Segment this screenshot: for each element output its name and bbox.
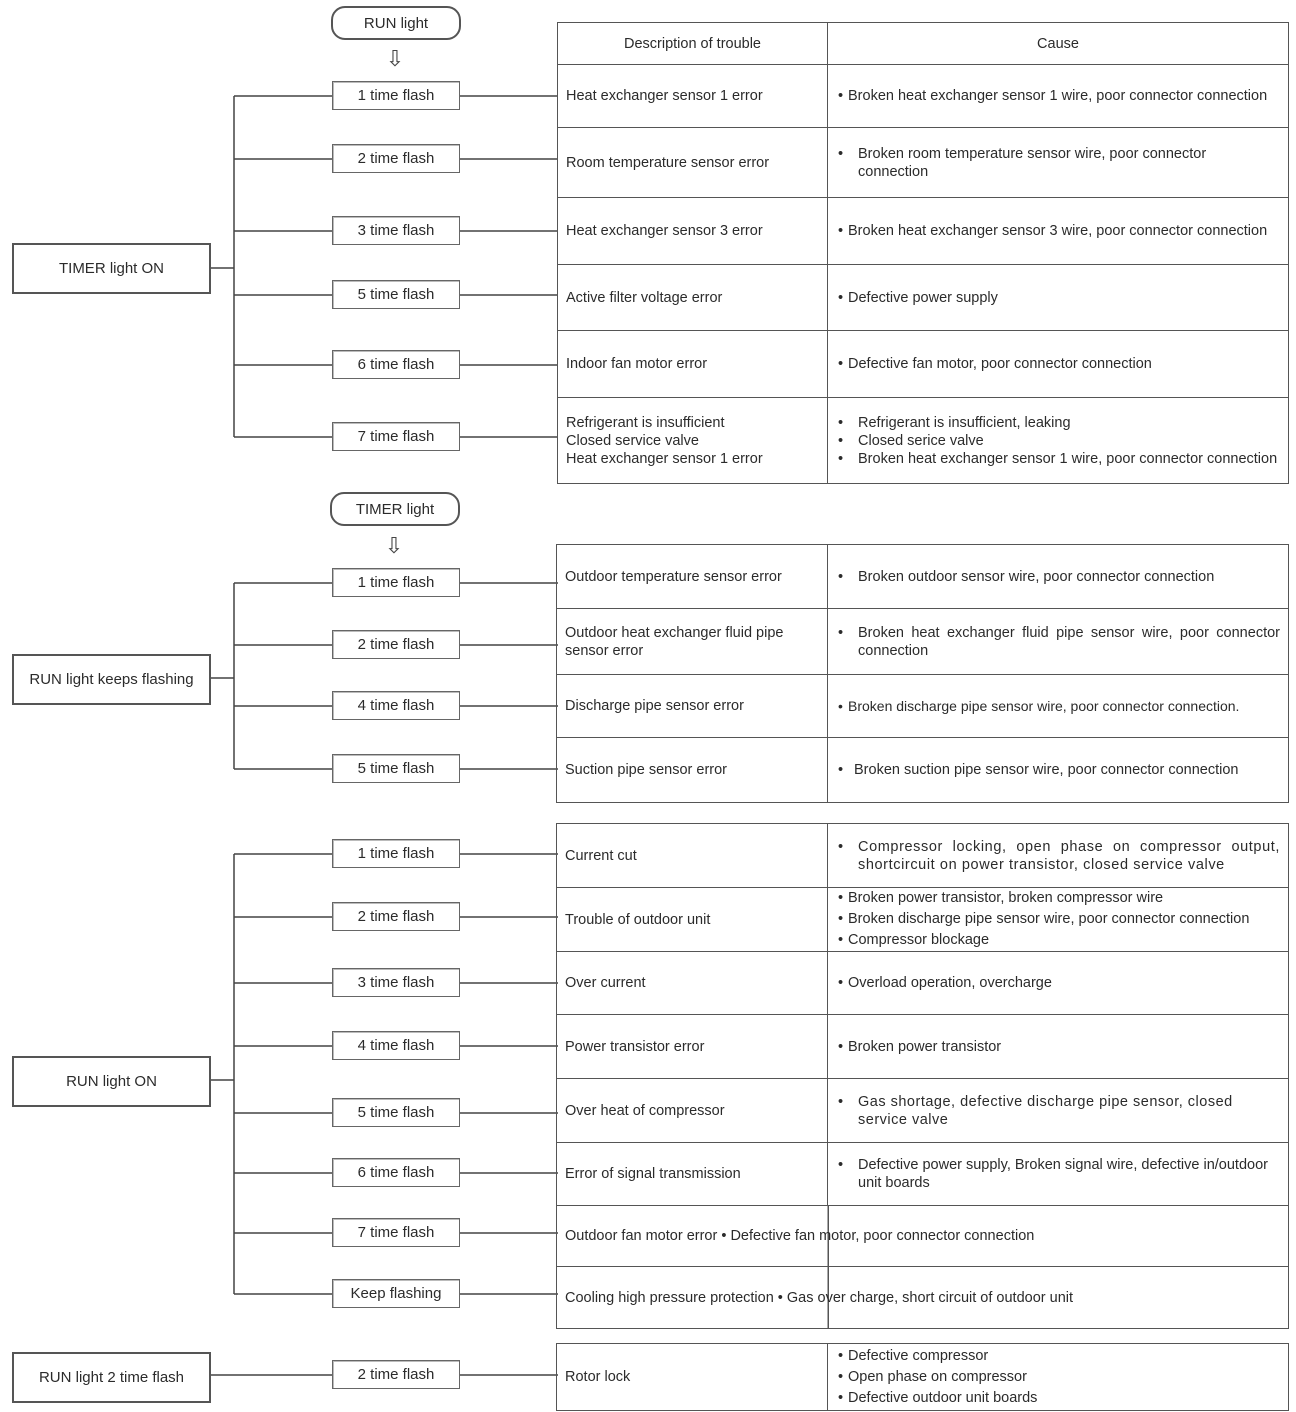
- description-cell: Power transistor error: [557, 1015, 828, 1079]
- table-row: [557, 738, 1289, 803]
- flash-box: 2 time flash: [332, 902, 460, 931]
- flash-box: 6 time flash: [332, 350, 460, 379]
- table-row: [557, 824, 1289, 888]
- cause-cell: • Broken heat exchanger sensor 3 wire, poor connector connection: [828, 198, 1289, 265]
- trouble-table-4: [556, 1343, 1289, 1411]
- cause-cell: • Defective fan motor, poor connector connection: [828, 331, 1289, 398]
- header-cause: Cause: [828, 23, 1289, 65]
- cause-cell: • Broken heat exchanger sensor 1 wire, poor connector connection: [828, 65, 1289, 128]
- description-cell: Discharge pipe sensor error: [557, 675, 828, 738]
- flash-box: 4 time flash: [332, 1031, 460, 1060]
- description-cell: Refrigerant is insufficient Closed service valve Heat exchanger sensor 1 error: [558, 398, 828, 484]
- cause-cell: • Overload operation, overcharge: [828, 952, 1289, 1015]
- description-cell: Error of signal transmission: [557, 1143, 828, 1206]
- cause-cell: • Broken heat exchanger fluid pipe sensor wire, poor connector connection: [828, 609, 1289, 675]
- header-description: Description of trouble: [558, 23, 828, 65]
- flash-box: 2 time flash: [332, 144, 460, 173]
- table-row: [557, 1079, 1289, 1143]
- description-cell: Over heat of compressor: [557, 1079, 828, 1143]
- table-row: [557, 1143, 1289, 1206]
- flash-box: 6 time flash: [332, 1158, 460, 1187]
- table-row: [558, 398, 1289, 484]
- description-cell: Heat exchanger sensor 3 error: [558, 198, 828, 265]
- description-cell: Over current: [557, 952, 828, 1015]
- description-cell: Suction pipe sensor error: [557, 738, 828, 803]
- cause-cell: • Defective compressor • Open phase on compressor • Defective outdoor unit boards: [828, 1344, 1289, 1411]
- description-cell: Cooling high pressure protection • Gas over charge, short circuit of outdoor unit: [557, 1267, 1289, 1329]
- flash-box: Keep flashing: [332, 1279, 460, 1308]
- table-row: [558, 265, 1289, 331]
- condition-run-light-keeps-flashing: RUN light keeps flashing: [12, 654, 211, 705]
- table-row: [557, 609, 1289, 675]
- flash-box: 1 time flash: [332, 568, 460, 597]
- flash-box: 5 time flash: [332, 280, 460, 309]
- description-cell: Active filter voltage error: [558, 265, 828, 331]
- flash-box: 3 time flash: [332, 216, 460, 245]
- table-row: [557, 1344, 1289, 1411]
- cause-cell: • Broken outdoor sensor wire, poor connector connection: [828, 545, 1289, 609]
- condition-timer-light-on: TIMER light ON: [12, 243, 211, 294]
- cause-cell: • Gas shortage, defective discharge pipe sensor, closed service valve: [828, 1079, 1289, 1143]
- flash-box: 7 time flash: [332, 1218, 460, 1247]
- table-row: [558, 198, 1289, 265]
- timer-light-label: TIMER light: [330, 492, 460, 526]
- table-row: [558, 331, 1289, 398]
- description-cell: Trouble of outdoor unit: [557, 888, 828, 952]
- table-row: [557, 675, 1289, 738]
- table-header-row: [558, 23, 1289, 65]
- condition-run-light-2-time-flash: RUN light 2 time flash: [12, 1352, 211, 1403]
- flash-box: 5 time flash: [332, 754, 460, 783]
- down-arrow-icon: ⇩: [384, 533, 404, 558]
- flash-box: 2 time flash: [332, 1360, 460, 1389]
- flash-box: 5 time flash: [332, 1098, 460, 1127]
- cause-cell: • Broken suction pipe sensor wire, poor connector connection: [828, 738, 1289, 803]
- description-cell: Outdoor heat exchanger fluid pipe sensor error: [557, 609, 828, 675]
- cause-cell: • Defective power supply: [828, 265, 1289, 331]
- down-arrow-icon: ⇩: [385, 46, 405, 71]
- table-row: [557, 952, 1289, 1015]
- table-row: [557, 888, 1289, 952]
- flash-box: 4 time flash: [332, 691, 460, 720]
- trouble-table-2: [556, 544, 1289, 803]
- flash-box: 1 time flash: [332, 839, 460, 868]
- description-cell: Outdoor fan motor error • Defective fan motor, poor connector connection: [557, 1206, 1289, 1267]
- run-light-label: RUN light: [331, 6, 461, 40]
- cause-cell: • Refrigerant is insufficient, leaking • Closed serice valve • Broken heat exchanger sensor 1 wire, poor connector connection: [828, 398, 1289, 484]
- trouble-table-1: [557, 22, 1289, 484]
- table-row: [557, 545, 1289, 609]
- table-row: [557, 1206, 1289, 1267]
- cause-cell: • Broken power transistor: [828, 1015, 1289, 1079]
- flash-box: 1 time flash: [332, 81, 460, 110]
- description-cell: Room temperature sensor error: [558, 128, 828, 198]
- flash-box: 3 time flash: [332, 968, 460, 997]
- flash-box: 7 time flash: [332, 422, 460, 451]
- table-row: [557, 1267, 1289, 1329]
- table-row: [558, 128, 1289, 198]
- cause-cell: • Broken room temperature sensor wire, poor connector connection: [828, 128, 1289, 198]
- description-cell: Heat exchanger sensor 1 error: [558, 65, 828, 128]
- description-cell: Indoor fan motor error: [558, 331, 828, 398]
- condition-run-light-on: RUN light ON: [12, 1056, 211, 1107]
- table-row: [557, 1015, 1289, 1079]
- description-cell: Rotor lock: [557, 1344, 828, 1411]
- table-row: [558, 65, 1289, 128]
- trouble-table-3: [556, 823, 1289, 1329]
- cause-cell: • Compressor locking, open phase on compressor output, shortcircuit on power transistor, closed service valve: [828, 824, 1289, 888]
- description-cell: Outdoor temperature sensor error: [557, 545, 828, 609]
- cause-cell: • Broken discharge pipe sensor wire, poor connector connection.: [828, 675, 1289, 738]
- flash-box: 2 time flash: [332, 630, 460, 659]
- description-cell: Current cut: [557, 824, 828, 888]
- cause-cell: • Broken power transistor, broken compressor wire • Broken discharge pipe sensor wire, poor connector connection • Compressor blockage: [828, 888, 1289, 952]
- cause-cell: • Defective power supply, Broken signal wire, defective in/outdoor unit boards: [828, 1143, 1289, 1206]
